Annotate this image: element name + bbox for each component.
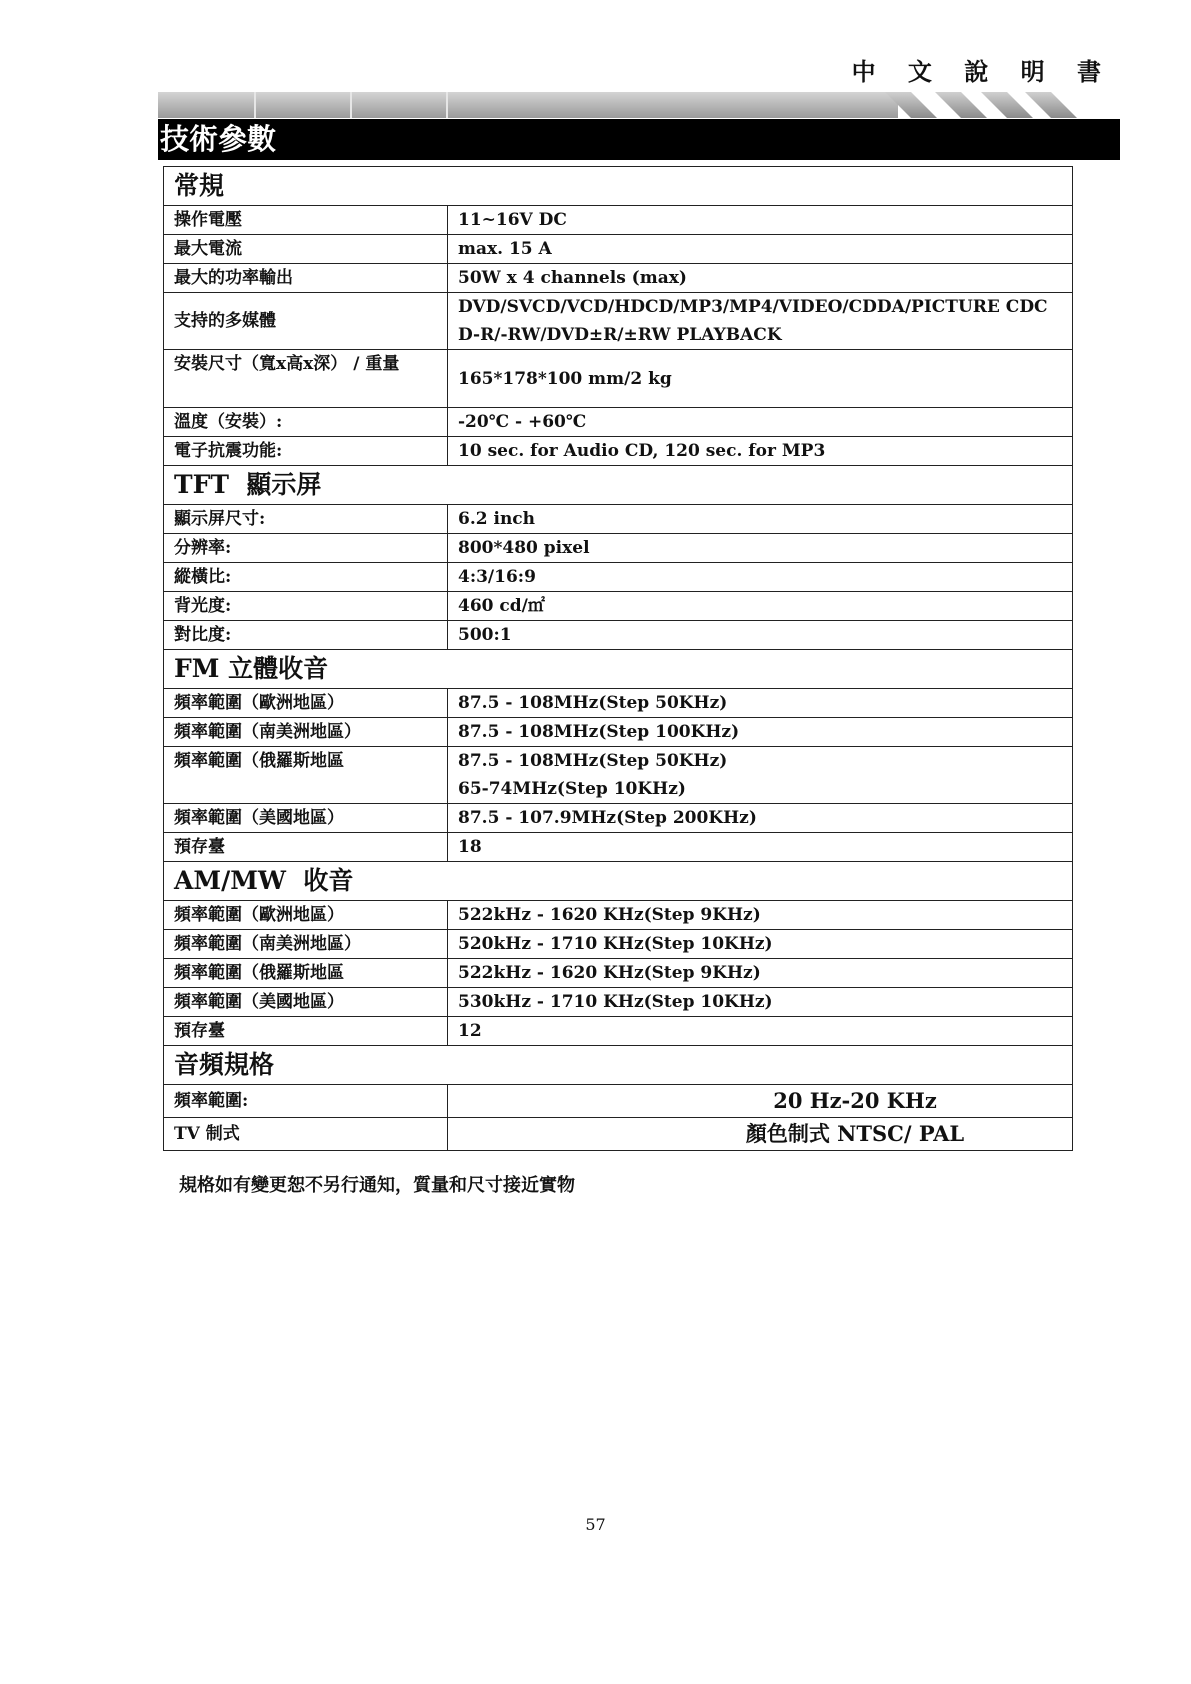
table-row <box>164 901 1073 930</box>
table-row <box>164 1017 1073 1046</box>
spec-value: 50W x 4 channels (max) <box>448 264 1073 293</box>
spec-label: 頻率範圍（美國地區） <box>164 988 448 1017</box>
section-header-general <box>164 167 1073 206</box>
spec-value: 87.5 - 107.9MHz(Step 200KHz) <box>448 804 1073 833</box>
spec-label: 頻率範圍（美國地區） <box>164 804 448 833</box>
table-row <box>164 350 1073 408</box>
spec-label: 頻率範圍: <box>164 1085 448 1118</box>
table-row <box>164 621 1073 650</box>
spec-label: 最大電流 <box>164 235 448 264</box>
manual-title: 中 文 說 明 書 <box>851 57 1113 86</box>
spec-label: 背光度: <box>164 592 448 621</box>
spec-value: 460 cd/㎡ <box>448 592 1073 621</box>
spec-label: 操作電壓 <box>164 206 448 235</box>
am-title: AM/MW 收音 <box>164 862 1073 901</box>
section-header-tft <box>164 466 1073 505</box>
spec-table <box>163 166 1073 1151</box>
spec-value: 10 sec. for Audio CD, 120 sec. for MP3 <box>448 437 1073 466</box>
table-row <box>164 747 1073 804</box>
spec-label: TV 制式 <box>164 1118 448 1151</box>
table-row <box>164 959 1073 988</box>
table-row <box>164 235 1073 264</box>
spec-value: max. 15 A <box>448 235 1073 264</box>
section-title: 技術參數 <box>158 119 1120 160</box>
spec-label: 安裝尺寸（寬x高x深） / 重量 <box>164 350 448 408</box>
spec-value: 6.2 inch <box>448 505 1073 534</box>
table-row <box>164 988 1073 1017</box>
spec-value: 顏色制式 NTSC/ PAL <box>448 1118 1073 1151</box>
table-row <box>164 264 1073 293</box>
tft-title: TFT 顯示屏 <box>164 466 1073 505</box>
spec-label: 最大的功率輸出 <box>164 264 448 293</box>
spec-label: 電子抗震功能: <box>164 437 448 466</box>
table-row <box>164 408 1073 437</box>
spec-value: 530kHz - 1710 KHz(Step 10KHz) <box>448 988 1073 1017</box>
spec-label: 支持的多媒體 <box>164 293 448 350</box>
table-row <box>164 718 1073 747</box>
page-number: 57 <box>585 1515 606 1534</box>
table-row <box>164 592 1073 621</box>
spec-label: 縱橫比: <box>164 563 448 592</box>
spec-value: 12 <box>448 1017 1073 1046</box>
spec-label: 頻率範圍（俄羅斯地區 <box>164 959 448 988</box>
spec-label: 分辨率: <box>164 534 448 563</box>
spec-value <box>448 747 1073 804</box>
spec-label: 對比度: <box>164 621 448 650</box>
spec-label: 顯示屏尺寸: <box>164 505 448 534</box>
spec-label: 頻率範圍（俄羅斯地區 <box>164 747 448 804</box>
section-header-am <box>164 862 1073 901</box>
spec-label: 頻率範圍（南美洲地區） <box>164 718 448 747</box>
audio-title: 音頻規格 <box>164 1046 1073 1085</box>
table-row <box>164 563 1073 592</box>
fm-title: FM 立體收音 <box>164 650 1073 689</box>
spec-value: 18 <box>448 833 1073 862</box>
table-row <box>164 833 1073 862</box>
spec-value: 800*480 pixel <box>448 534 1073 563</box>
table-row <box>164 437 1073 466</box>
section-header-audio <box>164 1046 1073 1085</box>
general-title: 常規 <box>164 167 1073 206</box>
spec-label: 溫度（安裝）: <box>164 408 448 437</box>
table-row <box>164 206 1073 235</box>
table-row <box>164 505 1073 534</box>
table-row <box>164 1118 1073 1151</box>
table-row <box>164 293 1073 350</box>
table-row <box>164 534 1073 563</box>
spec-label: 頻率範圍（南美洲地區） <box>164 930 448 959</box>
spec-value: 500:1 <box>448 621 1073 650</box>
spec-label: 頻率範圍（歐洲地區） <box>164 689 448 718</box>
spec-value-line: 87.5 - 108MHz(Step 50KHz) <box>458 751 728 771</box>
table-row <box>164 804 1073 833</box>
spec-value: 522kHz - 1620 KHz(Step 9KHz) <box>448 959 1073 988</box>
spec-value: 522kHz - 1620 KHz(Step 9KHz) <box>448 901 1073 930</box>
spec-label: 預存臺 <box>164 833 448 862</box>
spec-value: DVD/SVCD/VCD/HDCD/MP3/MP4/VIDEO/CDDA/PICTURE CDCD-R/-RW/DVD±R/±RW PLAYBACK <box>448 293 1073 350</box>
spec-value: 165*178*100 mm/2 kg <box>448 350 1073 408</box>
spec-value-line: 65-74MHz(Step 10KHz) <box>458 779 686 799</box>
section-header-fm <box>164 650 1073 689</box>
spec-value: 87.5 - 108MHz(Step 50KHz) <box>448 689 1073 718</box>
spec-label: 預存臺 <box>164 1017 448 1046</box>
spec-value: 20 Hz-20 KHz <box>448 1085 1073 1118</box>
spec-value: 520kHz - 1710 KHz(Step 10KHz) <box>448 930 1073 959</box>
spec-value: 11~16V DC <box>448 206 1073 235</box>
spec-value: 87.5 - 108MHz(Step 100KHz) <box>448 718 1073 747</box>
header-decoration <box>158 92 1120 118</box>
spec-label: 頻率範圍（歐洲地區） <box>164 901 448 930</box>
table-row <box>164 689 1073 718</box>
spec-value: -20℃ - +60℃ <box>448 408 1073 437</box>
table-row <box>164 1085 1073 1118</box>
table-row <box>164 930 1073 959</box>
disclaimer: 規格如有變更恕不另行通知，質量和尺寸接近實物 <box>179 1175 575 1196</box>
spec-value: 4:3/16:9 <box>448 563 1073 592</box>
